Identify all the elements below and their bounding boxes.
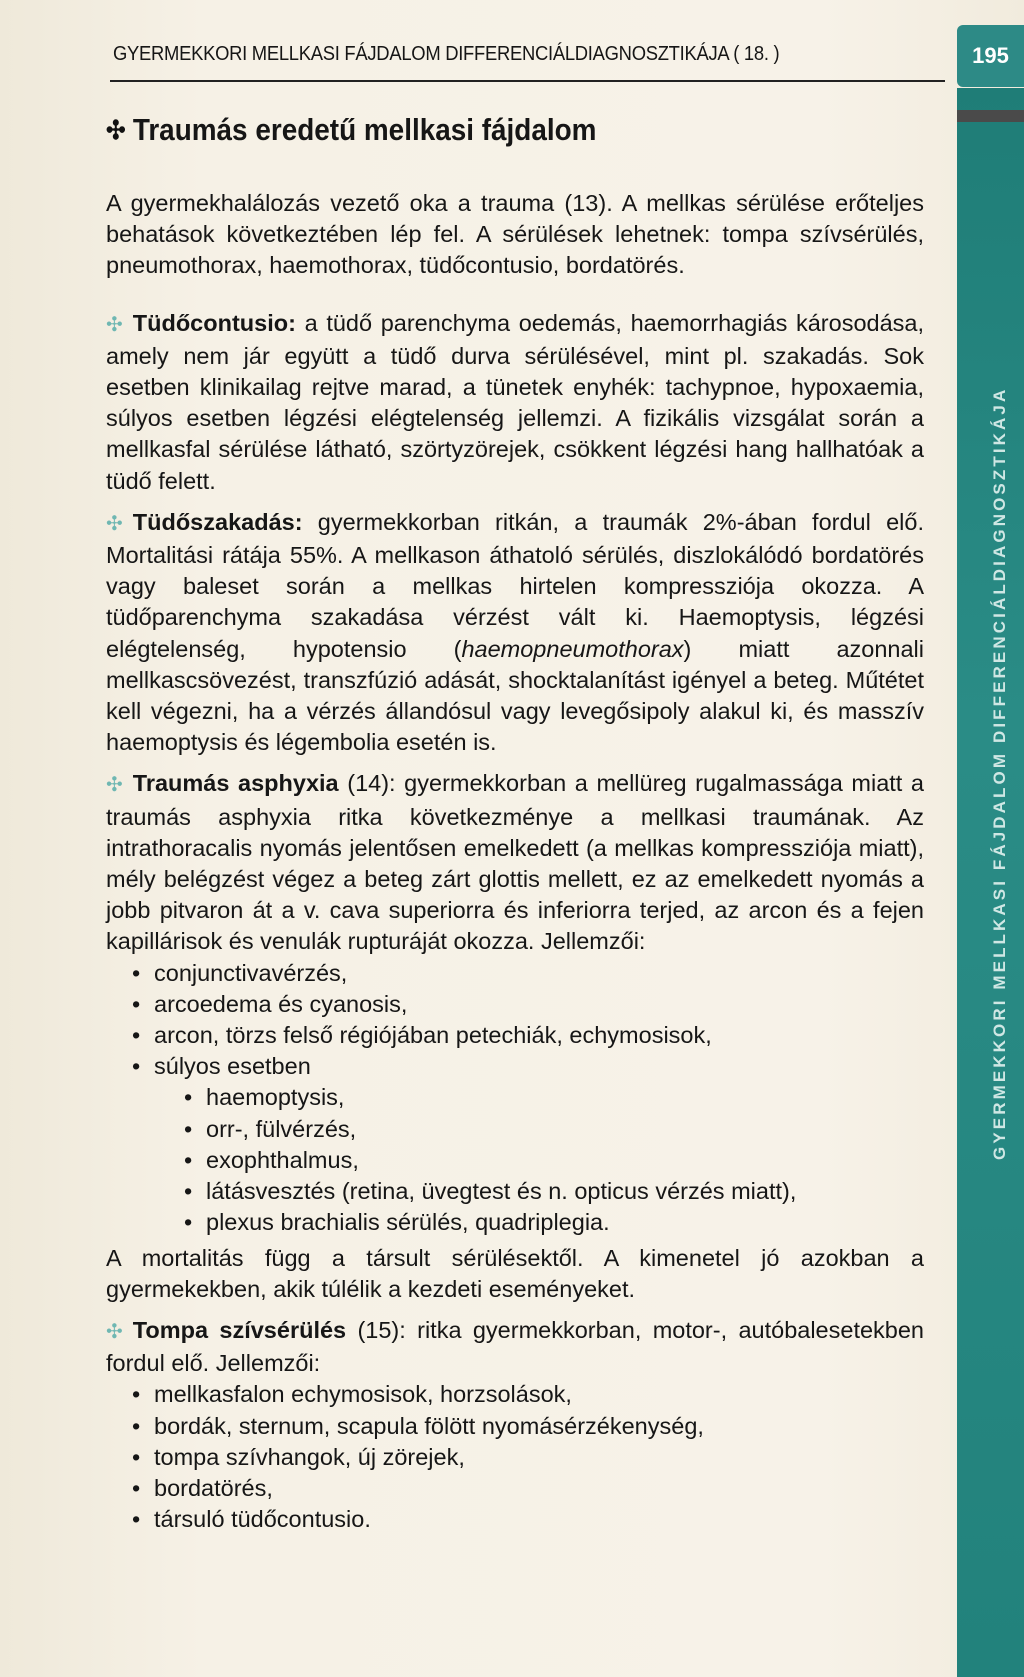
- running-header: GYERMEKKORI MELLKASI FÁJDALOM DIFFERENCIÁLDIAGNOSZTIKÁJA ( 18. ): [113, 43, 780, 65]
- text-traumas-asphyxia: (14): gyermekkorban a mellüreg rugalmassága miatt a traumás asphyxia ritka következménye a mellkasi traumának. Az intrathoracalis nyomás jelentősen emelkedett (a mellkas kompressziója miatt), mély belégzést végez a beteg zárt glottis mellett, ez az emelkedett nyomás a jobb pitvaron át a v. cava superiorra és inferiorra terjed, az arcon és a fejen kapillárisok és venulák rupturáját okozza. Jellemzői:: [106, 770, 924, 955]
- side-chapter-label: GYERMEKKORI MELLKASI FÁJDALOM DIFFERENCIÁLDIAGNOSZTIKÁJA: [990, 386, 1009, 1160]
- intro-paragraph: A gyermekhalálozás vezető oka a trauma (13). A mellkas sérülése erőteljes behatások következtében lép fel. A sérülések lehetnek: tompa szívsérülés, pneumothorax, haemothorax, tüdőcontusio, bordatörés.: [106, 190, 924, 279]
- paragraph-tompa-szivserules: [106, 1315, 924, 1379]
- list-item: • bordatörés,: [106, 1473, 924, 1504]
- list-item: • társuló tüdőcontusio.: [106, 1504, 924, 1535]
- list-item: • bordák, sternum, scapula fölött nyomásérzékenység,: [106, 1411, 924, 1442]
- teal-diamond-icon: ✣: [106, 512, 123, 535]
- text-tudoszakadas-italic: haemopneumothorax: [461, 635, 684, 662]
- list-item: • plexus brachialis sérülés, quadriplegia.: [106, 1207, 924, 1238]
- asphyxia-symptom-list: [106, 958, 924, 1083]
- asphyxia-severe-sublist: [106, 1082, 924, 1238]
- paragraph-tudocontusio: [106, 308, 924, 497]
- list-item: • tompa szívhangok, új zörejek,: [106, 1442, 924, 1473]
- list-item: • arcon, törzs felső régiójában petechiák, echymosisok,: [106, 1020, 924, 1051]
- main-content: [106, 112, 924, 1535]
- list-item: • orr-, fülvérzés,: [106, 1114, 924, 1145]
- text-tompa-szivserules: (15): ritka gyermekkorban, motor-, autóbalesetekben fordul elő. Jellemzői:: [106, 1316, 924, 1377]
- list-item: • látásvesztés (retina, üvegtest és n. opticus vérzés miatt),: [106, 1176, 924, 1207]
- teal-diamond-icon: ✣: [106, 313, 123, 336]
- term-tudocontusio: Tüdőcontusio:: [132, 309, 296, 336]
- asphyxia-closing-paragraph: A mortalitás függ a társult sérülésektől. A kimenetel jó azokban a gyermekekben, akik túlélik a kezdeti eseményeket.: [106, 1244, 924, 1302]
- list-item: • haemoptysis,: [106, 1082, 924, 1113]
- list-item: • exophthalmus,: [106, 1145, 924, 1176]
- list-item: • mellkasfalon echymosisok, horzsolások,: [106, 1379, 924, 1410]
- list-item: • súlyos esetben: [106, 1051, 924, 1082]
- teal-diamond-icon: ✣: [106, 1320, 123, 1343]
- section-title-text: Traumás eredetű mellkasi fájdalom: [132, 112, 597, 147]
- term-traumas-asphyxia: Traumás asphyxia: [132, 770, 339, 797]
- paragraph-tudoszakadas: [106, 507, 924, 759]
- page-number: 195: [957, 25, 1024, 87]
- section-title: [106, 112, 842, 148]
- list-item: • arcoedema és cyanosis,: [106, 989, 924, 1020]
- text-tudoszakadas-2: ) miatt azonnali mellkascsövezést, transzfúzió adását, shocktalanítást igényel a beteg. Műtétet kell végezni, ha a vérzés állandósul vagy levegősipoly alakul ki, és masszív haemoptysis és légembolia esetén is.: [106, 635, 924, 756]
- header-rule: [110, 80, 945, 82]
- list-item: • conjunctivavérzés,: [106, 958, 924, 989]
- diamond-bullet-icon: ✣: [106, 114, 126, 145]
- text-tudocontusio: a tüdő parenchyma oedemás, haemorrhagiás károsodása, amely nem jár együtt a tüdő durva sérülésével, mint pl. szakadás. Sok esetben klinikailag rejtve marad, a tünetek enyhék: tachypnoe, hypoxaemia, súlyos esetben légzési elégtelenség jellemzi. A fizikális vizsgálat során a mellkasfal sérülése látható, szörtyzörejek, csökkent légzési hang hallhatóak a tüdő felett.: [106, 309, 924, 494]
- term-tompa-szivserules: Tompa szívsérülés: [132, 1316, 347, 1343]
- side-tab-strip: [957, 110, 1024, 122]
- paragraph-traumas-asphyxia: [106, 768, 924, 957]
- tompa-symptom-list: [106, 1379, 924, 1535]
- text-tudoszakadas-1: gyermekkorban ritkán, a traumák 2%-ában fordul elő. Mortalitási rátája 55%. A mellkason áthatoló sérülés, diszlokálódó bordatörés vagy baleset során a mellkas hirtelen kompressziója okozza. A tüdőparenchyma szakadása vérzést vált ki. Haemoptysis, légzési elégtelenség, hypotensio (: [106, 508, 924, 662]
- term-tudoszakadas: Tüdőszakadás:: [132, 508, 303, 535]
- teal-diamond-icon: ✣: [106, 774, 123, 797]
